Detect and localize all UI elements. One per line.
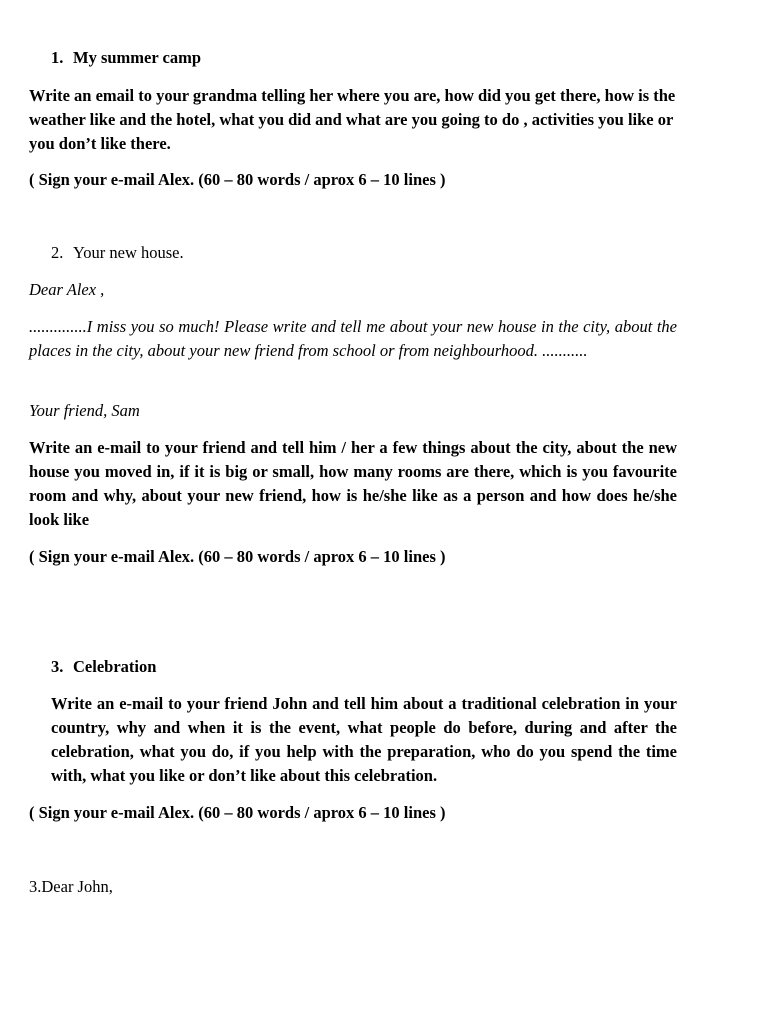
section-2-prompt: Write an e-mail to your friend and tell him / her a few things about the city, about the new house you moved in, if it is big or small, how many rooms are there, which is you favourite room and why, about your new friend, how is he/she like as a person and how does he/she look like — [29, 438, 677, 529]
section-2-title: Your new house. — [73, 243, 184, 262]
section-3-title: Celebration — [73, 657, 157, 676]
section-1-prompt: Write an email to your grandma telling her where you are, how did you get there, how is the weather like and the hotel, what you did and what are you going to do , activities you like or you don’t like there. — [29, 86, 676, 153]
section-1-heading — [51, 46, 699, 70]
section-1-title: My summer camp — [73, 48, 202, 67]
section-2-letter-body: ..............I miss you so much! Please write and tell me about your new house in the city, about the places in the city, about your new friend from school or from neighbourhood. ........... — [29, 317, 677, 360]
section-1-number: 1. — [51, 48, 64, 67]
section-3-number: 3. — [51, 657, 64, 676]
section-3-sign-note: ( Sign your e-mail Alex. (60 – 80 words / aprox 6 – 10 lines ) — [29, 803, 446, 822]
section-1-sign-note: ( Sign your e-mail Alex. (60 – 80 words / aprox 6 – 10 lines ) — [29, 170, 446, 189]
section-3-heading — [51, 655, 699, 679]
section-3-prompt: Write an e-mail to your friend John and tell him about a traditional celebration in your country, why and when it is the event, what people do before, during and after the celebration, what you do, if you help with the preparation, who do you spend the time with, what you like or don’t like about this celebration. — [51, 694, 677, 785]
section-2-number: 2. — [51, 243, 64, 262]
section-3-answer-start: 3.Dear John, — [29, 877, 113, 896]
section-2-letter-signoff: Your friend, Sam — [29, 401, 140, 420]
section-2-letter-greeting: Dear Alex , — [29, 280, 105, 299]
section-2-heading — [51, 241, 699, 265]
section-2-sign-note: ( Sign your e-mail Alex. (60 – 80 words / aprox 6 – 10 lines ) — [29, 547, 446, 566]
